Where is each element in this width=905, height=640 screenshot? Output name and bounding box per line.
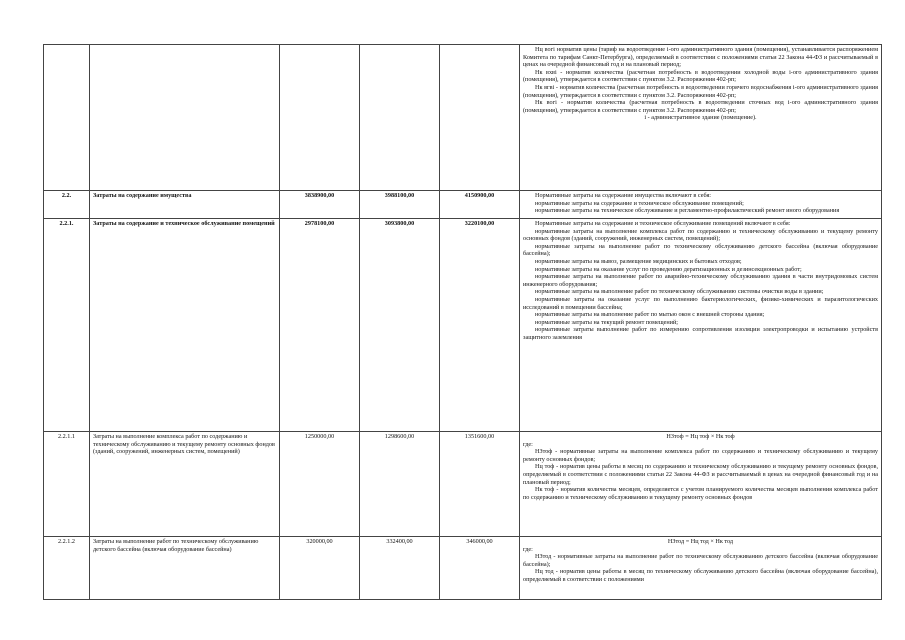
- row-name: Затраты на содержание и техническое обслуживание помещений: [90, 219, 280, 432]
- description-paragraph: Нк вогi - норматив количества (расчетная потребность в водоотведении сточных вод i-ого административного здания (помещения), утверждается в соответствии с пунктом 3.2. Распоряжения 402-рп;: [523, 99, 878, 114]
- row-description: [520, 45, 882, 191]
- row-number: 2.2.1.2: [44, 537, 90, 600]
- description-paragraph: Нормативные затраты на содержание и техническое обслуживание помещений включают в себя:: [535, 220, 791, 227]
- row-name: Затраты на выполнение работ по техническому обслуживанию детского бассейна (включая оборудование бассейна): [90, 537, 280, 600]
- value-year-1: 3838900,00: [280, 191, 360, 219]
- formula: НЗтоф = Нц тоф × Нк тоф: [666, 433, 735, 440]
- description-paragraph: нормативные затраты на выполнение комплекса работ по содержанию и техническому обслуживанию и текущему ремонту основных фондов (зданий, сооружений, инженерных систем, помещений);: [523, 227, 878, 243]
- row-number: 2.2.1.1: [44, 432, 90, 537]
- description-paragraph: нормативные затраты на вывоз, размещение медицинских и бытовых отходов;: [535, 257, 742, 265]
- description-paragraph: нормативные затраты на выполнение работ по аварийно-техническому обслуживанию здания в части внутридомовых систем инженерного оборудования;: [523, 273, 878, 288]
- description-paragraph: нормативные затраты на выполнение работ по мытью окон с внешней стороны здания;: [535, 311, 765, 319]
- value-year-2: 332400,00: [360, 537, 440, 600]
- row-number: 2.2.: [44, 191, 90, 219]
- description-paragraph: i - административное здание (помещение).: [644, 114, 757, 122]
- description-paragraph: Нк вгвi - норматив количества (расчетная потребность в водоотведении горячего водоснабжения i-ого административного здания (помещения), утверждается в соответствии с пунктом 3.2. Распоряжения 402-рп;: [523, 83, 878, 99]
- value-year-3: 346000,00: [440, 537, 520, 600]
- row-description: [520, 191, 882, 219]
- value-year-2: 3988100,00: [360, 191, 440, 219]
- value-year-1: 1250000,00: [280, 432, 360, 537]
- regulation-table-page: [43, 44, 881, 600]
- row-description: [520, 219, 882, 432]
- value-year-2: [360, 45, 440, 191]
- value-year-1: 2978100,00: [280, 219, 360, 432]
- description-paragraph: нормативные затраты выполнение работ по измерению сопротивления изоляции электропроводки и испытанию устройств защитного заземления: [523, 326, 878, 341]
- value-year-1: [280, 45, 360, 191]
- description-paragraph: нормативные затраты на оказание услуг по проведению дератизационных и дезинсекционных работ;: [535, 265, 802, 273]
- table-row: [44, 219, 882, 432]
- value-year-3: 4150900,00: [440, 191, 520, 219]
- table-row: [44, 432, 882, 537]
- description-paragraph: нормативные затраты на текущий ремонт помещений;: [535, 318, 678, 326]
- description-paragraph: где:: [523, 440, 533, 448]
- description-paragraph: где:: [523, 545, 533, 553]
- description-paragraph: Нц тод - норматив цены работы в месяц по техническому обслуживанию детского бассейна (включая оборудование бассейна), определяемый в соответствии с положениями: [523, 568, 878, 583]
- description-paragraph: Нк вхвi - норматив количества (расчетная потребность в водоотведении холодной воды i-ого административного здания (помещения), утверждается в соответствии с пунктом 3.2. Распоряжения 402-рп;: [523, 68, 878, 84]
- value-year-3: 1351600,00: [440, 432, 520, 537]
- table-row: [44, 191, 882, 219]
- description-paragraph: Нц тоф - норматив цены работы в месяц по содержанию и техническому обслуживанию и текущему ремонту основных фондов, определяемый в соответствии с положениями статьи 22 Закона 44-ФЗ и рассчитываемый в ценах на очередной финансовый год и на плановый период;: [523, 463, 878, 486]
- description-paragraph: нормативные затраты на техническое обслуживание и регламентно-профилактический ремонт иного оборудования: [535, 207, 840, 215]
- description-paragraph: Нормативные затраты на содержание имущества включают в себя:: [535, 192, 712, 199]
- description-paragraph: нормативные затраты на выполнение работ по техническому обслуживанию детского бассейна (включая оборудование бассейна);: [523, 242, 878, 258]
- row-description: [520, 432, 882, 537]
- value-year-3: 3220100,00: [440, 219, 520, 432]
- table-row: [44, 537, 882, 600]
- cost-norms-table: [43, 44, 882, 600]
- description-paragraph: НЗтод - нормативные затраты на выполнение работ по техническому обслуживанию детского бассейна (включая оборудование бассейна);: [523, 553, 878, 568]
- description-paragraph: Нк тоф - норматив количества месяцев, определяется с учетом планируемого количества месяцев выполнения комплекса работ по содержанию и техническому обслуживанию и текущему ремонту основных фондов: [523, 486, 878, 501]
- value-year-3: [440, 45, 520, 191]
- row-number: [44, 45, 90, 191]
- row-name: Затраты на содержание имущества: [90, 191, 280, 219]
- row-name: Затраты на выполнение комплекса работ по содержанию и техническому обслуживанию и текущему ремонту основных фондов (зданий, сооружений, инженерных систем, помещений): [90, 432, 280, 537]
- row-description: [520, 537, 882, 600]
- row-name: [90, 45, 280, 191]
- description-paragraph: нормативные затраты на содержание и техническое обслуживание помещений;: [535, 199, 744, 207]
- value-year-2: 1298600,00: [360, 432, 440, 537]
- table-row: [44, 45, 882, 191]
- description-paragraph: Нц вогi норматив цены (тариф на водоотведение i-ого административного здания (помещения), устанавливается распоряжением Комитета по тарифам Санкт-Петербурга), определяемый в соответствии с положениями статьи 22 Закона 44-ФЗ и рассчитываемый в ценах на очередной финансовый год и на плановый период;: [523, 46, 878, 69]
- description-paragraph: НЗтоф - нормативные затраты на выполнение комплекса работ по содержанию и техническому обслуживанию и текущему ремонту основных фондов;: [523, 448, 878, 463]
- value-year-1: 320000,00: [280, 537, 360, 600]
- formula: НЗтод = Нц тод × Нк тод: [667, 538, 734, 545]
- row-number: 2.2.1.: [44, 219, 90, 432]
- description-paragraph: нормативные затраты на выполнение работ по техническому обслуживанию системы очистки воды в здании;: [535, 288, 824, 296]
- description-paragraph: нормативные затраты на оказание услуг по выполнению бактериологических, физико-химических и паразитологических исследований в помещении бассейна;: [523, 295, 878, 311]
- value-year-2: 3093800,00: [360, 219, 440, 432]
